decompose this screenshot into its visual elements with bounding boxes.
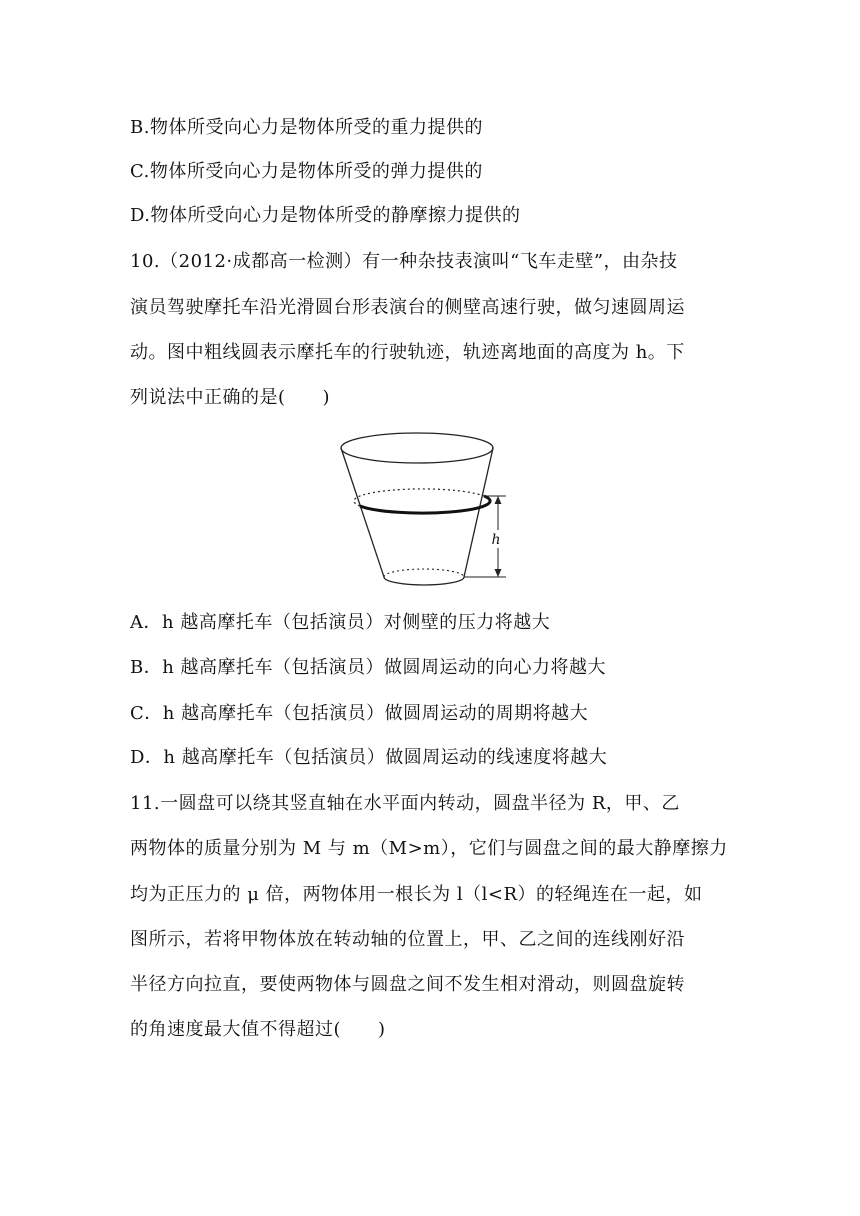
q11-stem-line-6: 的角速度最大值不得超过( ): [130, 1019, 386, 1040]
q11-stem-line-5: 半径方向拉直，要使两物体与圆盘之间不发生相对滑动，则圆盘旋转: [130, 974, 685, 995]
height-label: h: [491, 532, 501, 548]
track-front: [360, 496, 490, 513]
height-arrow-up: [495, 496, 502, 504]
right-wall: [464, 448, 493, 577]
q9-option-b: B.物体所受向心力是物体所受的重力提供的: [130, 117, 483, 138]
bottom-front: [384, 577, 464, 585]
q10-stem-line-2: 演员驾驶摩托车沿光滑圆台形表演台的侧壁高速行驶，做匀速圆周运: [130, 297, 685, 318]
left-wall: [341, 448, 384, 577]
q11-stem-line-4: 图所示，若将甲物体放在转动轴的位置上，甲、乙之间的连线刚好沿: [130, 929, 685, 950]
q11-stem-line-1: 11.一圆盘可以绕其竖直轴在水平面内转动，圆盘半径为 R，甲、乙: [130, 793, 680, 814]
cone-track-figure: [336, 428, 526, 596]
q10-option-c: C．h 越高摩托车（包括演员）做圆周运动的周期将越大: [130, 703, 589, 724]
top-rim: [341, 433, 493, 463]
q10-stem-line-4: 列说法中正确的是( ): [130, 387, 331, 408]
height-arrow-down: [495, 569, 502, 577]
q9-option-d: D.物体所受向心力是物体所受的静摩擦力提供的: [130, 205, 521, 226]
q11-stem-line-2: 两物体的质量分别为 M 与 m（M>m），它们与圆盘之间的最大静摩擦力: [130, 838, 728, 859]
track-back: [354, 489, 484, 506]
q10-stem-line-1: 10.（2012·成都高一检测）有一种杂技表演叫“飞车走壁”，由杂技: [130, 251, 678, 272]
cone-diagram: [336, 428, 526, 596]
q9-option-c: C.物体所受向心力是物体所受的弹力提供的: [130, 161, 483, 182]
q10-stem-line-3: 动。图中粗线圆表示摩托车的行驶轨迹，轨迹离地面的高度为 h。下: [130, 342, 685, 363]
q10-option-b: B．h 越高摩托车（包括演员）做圆周运动的向心力将越大: [130, 657, 607, 678]
q11-stem-line-3: 均为正压力的 μ 倍，两物体用一根长为 l（l<R）的轻绳连在一起，如: [130, 884, 703, 905]
bottom-back: [384, 569, 464, 577]
q10-option-a: A．h 越高摩托车（包括演员）对侧壁的压力将越大: [130, 612, 551, 633]
q10-option-d: D．h 越高摩托车（包括演员）做圆周运动的线速度将越大: [130, 747, 608, 768]
